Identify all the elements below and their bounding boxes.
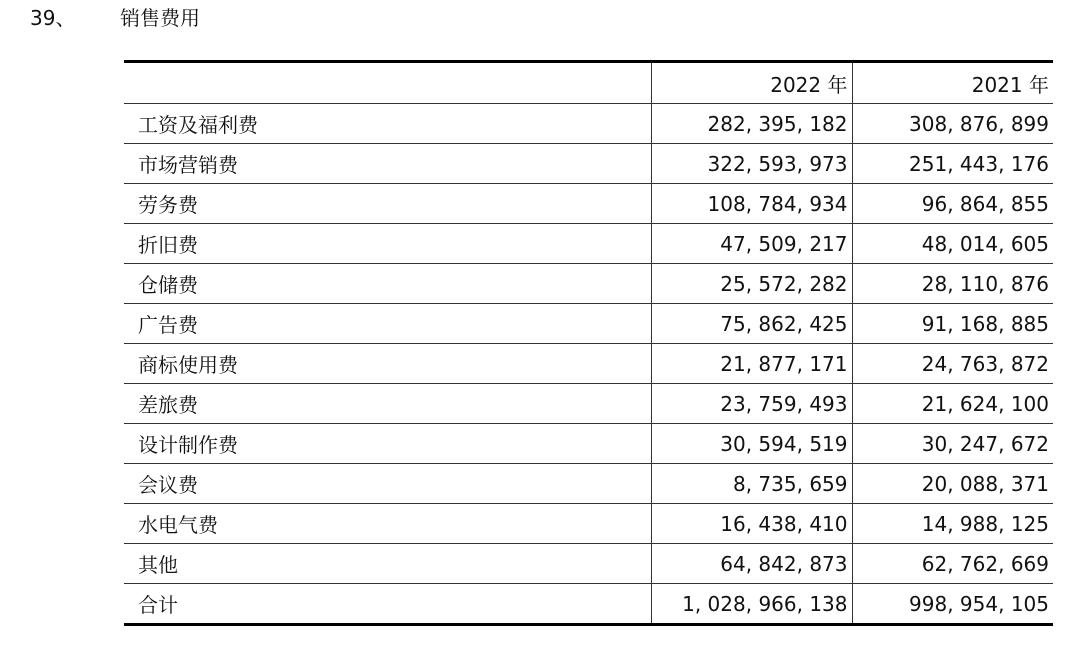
- row-value-2021: 308, 876, 899: [852, 104, 1053, 144]
- table-row: [124, 144, 1053, 184]
- total-label: 合计: [124, 584, 651, 625]
- row-value-2022: 75, 862, 425: [651, 304, 852, 344]
- row-label: 市场营销费: [124, 144, 651, 184]
- row-value-2022: 282, 395, 182: [651, 104, 852, 144]
- row-value-2022: 108, 784, 934: [651, 184, 852, 224]
- row-value-2022: 21, 877, 171: [651, 344, 852, 384]
- table-row: [124, 224, 1053, 264]
- row-label: 差旅费: [124, 384, 651, 424]
- row-label: 其他: [124, 544, 651, 584]
- table-row: [124, 544, 1053, 584]
- row-label: 水电气费: [124, 504, 651, 544]
- row-label: 工资及福利费: [124, 104, 651, 144]
- table-row: [124, 304, 1053, 344]
- total-value-2021: 998, 954, 105: [909, 591, 1049, 616]
- row-value-2022: 47, 509, 217: [651, 224, 852, 264]
- row-label: 劳务费: [124, 184, 651, 224]
- section-title: 销售费用: [120, 6, 200, 30]
- table-row: [124, 464, 1053, 504]
- row-value-2022: 8, 735, 659: [651, 464, 852, 504]
- row-label: 设计制作费: [124, 424, 651, 464]
- row-value-2021: 24, 763, 872: [852, 344, 1053, 384]
- row-label: 商标使用费: [124, 344, 651, 384]
- row-value-2021: 91, 168, 885: [852, 304, 1053, 344]
- row-value-2021: 14, 988, 125: [852, 504, 1053, 544]
- row-value-2021: 21, 624, 100: [852, 384, 1053, 424]
- row-label: 仓储费: [124, 264, 651, 304]
- row-value-2022: 322, 593, 973: [651, 144, 852, 184]
- row-label: 会议费: [124, 464, 651, 504]
- table-row: [124, 184, 1053, 224]
- table-header-row: [124, 62, 1053, 104]
- table-row: [124, 264, 1053, 304]
- row-value-2022: 23, 759, 493: [651, 384, 852, 424]
- header-year-2022: 2022 年: [651, 62, 852, 104]
- row-value-2021: 30, 247, 672: [852, 424, 1053, 464]
- table-row: [124, 504, 1053, 544]
- row-label: 折旧费: [124, 224, 651, 264]
- row-value-2021: 28, 110, 876: [852, 264, 1053, 304]
- row-value-2021: 62, 762, 669: [852, 544, 1053, 584]
- row-value-2021: 20, 088, 371: [852, 464, 1053, 504]
- section-number: 39、: [30, 6, 76, 30]
- row-value-2022: 16, 438, 410: [651, 504, 852, 544]
- header-item: [124, 62, 651, 104]
- table-row: [124, 424, 1053, 464]
- row-value-2022: 64, 842, 873: [651, 544, 852, 584]
- row-label: 广告费: [124, 304, 651, 344]
- table-row: [124, 384, 1053, 424]
- total-value-2022: 1, 028, 966, 138: [651, 584, 852, 625]
- table-total-row: [124, 584, 1053, 625]
- row-value-2021: 48, 014, 605: [852, 224, 1053, 264]
- table-row: [124, 344, 1053, 384]
- row-value-2021: 96, 864, 855: [852, 184, 1053, 224]
- row-value-2022: 30, 594, 519: [651, 424, 852, 464]
- table-row: [124, 104, 1053, 144]
- row-value-2021: 251, 443, 176: [852, 144, 1053, 184]
- header-year-2021: 2021 年: [852, 62, 1053, 104]
- row-value-2022: 25, 572, 282: [651, 264, 852, 304]
- sales-expense-table: [124, 60, 1053, 626]
